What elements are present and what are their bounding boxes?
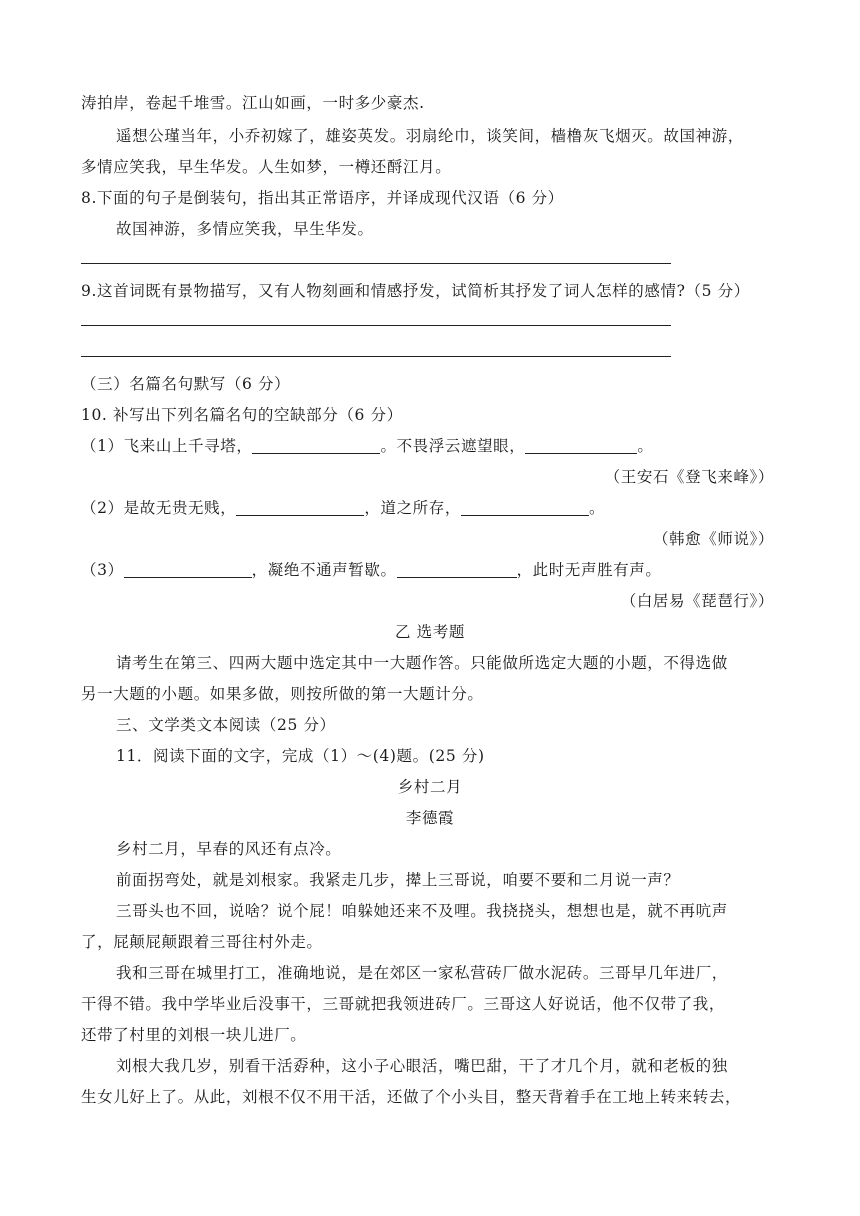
item-1-text-c: 。 [637,437,654,455]
question-9-prompt: 9.这首词既有景物描写，又有人物刻画和情感抒发，试简析其抒发了词人怎样的感情?（5 分） [81,282,750,300]
fill-blank-1a[interactable] [252,452,380,454]
item-3-text-b: ，凝绝不通声暂歇。 [251,561,397,579]
answer-line-9b[interactable] [81,356,671,357]
question-10-prompt: 10. 补写出下列名篇名句的空缺部分（6 分） [81,406,403,424]
question-10-item-3 [81,558,661,580]
question-8-prompt: 8.下面的句子是倒装句，指出其正常语序，并译成现代汉语（6 分） [81,189,564,207]
story-paragraph-3-line-1: 三哥头也不回，说啥？说个屁！咱躲她还来不及哩。我挠挠头，想想也是，就不再吭声 [116,902,728,920]
answer-line-8[interactable] [81,263,671,264]
story-paragraph-4-line-2: 干得不错。我中学毕业后没事干，三哥就把我领进砖厂。三哥这人好说话，他不仅带了我， [81,995,726,1013]
item-2-text-c: 。 [588,499,606,517]
story-paragraph-5-line-1: 刘根大我几岁，别看干活孬种，这小子心眼活，嘴巴甜，干了才几个月，就和老板的独 [116,1057,728,1075]
poem-line-2: 遥想公瑾当年，小乔初嫁了，雄姿英发。羽扇纶巾，谈笑间，樯橹灰飞烟灭。故国神游， [116,127,744,145]
part-yi-title: 乙 选考题 [395,623,465,641]
poem-line-1: 涛拍岸，卷起千堆雪。江山如画，一时多少豪杰. [81,94,425,112]
story-paragraph-4-line-1: 我和三哥在城里打工，准确地说，是在郊区一家私营砖厂做水泥砖。三哥早几年进厂， [116,964,728,982]
item-3-text-c: ，此时无声胜有声。 [516,561,662,579]
instructions-line-1: 请考生在第三、四两大题中选定其中一大题作答。只能做所选定大题的小题，不得选做 [116,654,728,672]
story-title: 乡村二月 [397,778,463,796]
item-1-text-b: 。不畏浮云遮望眼， [380,437,526,455]
fill-blank-3b[interactable] [397,576,517,578]
question-8-sentence: 故国神游，多情应笑我，早生华发。 [116,220,374,238]
fill-blank-2a[interactable] [236,514,364,516]
fill-blank-3a[interactable] [124,576,252,578]
fill-blank-2b[interactable] [461,514,589,516]
answer-line-9a[interactable] [81,325,671,326]
story-paragraph-4-line-3: 还带了村里的刘根一块儿进厂。 [81,1026,307,1044]
item-1-text-a: （1）飞来山上千寻塔， [81,437,253,455]
question-10-item-1 [81,434,653,456]
source-3: （白居易《琵琶行》） [620,592,774,610]
item-3-text-a: （3） [81,561,124,579]
story-paragraph-1: 乡村二月，早春的风还有点冷。 [116,840,342,858]
story-author: 李德霞 [405,809,455,827]
item-2-text-a: （2）是故无贵无贱， [81,499,237,517]
section-3-title: （三）名篇名句默写（6 分） [81,375,291,393]
question-10-item-2 [81,496,605,518]
fill-blank-1b[interactable] [525,452,637,454]
story-paragraph-2: 前面拐弯处，就是刘根家。我紧走几步，撵上三哥说，咱要不要和二月说一声？ [116,871,680,889]
poem-line-3: 多情应笑我，早生华发。人生如梦，一樽还酹江月。 [81,158,452,176]
story-paragraph-5-line-2: 生女儿好上了。从此，刘根不仅不用干活，还做了个小头目，整天背着手在工地上转来转去， [81,1088,742,1106]
section-3-literary-title: 三、文学类文本阅读（25 分） [116,716,336,734]
source-2: （韩愈《师说》） [652,530,774,548]
item-2-text-b: ，道之所存， [364,499,461,517]
instructions-line-2: 另一大题的小题。如果多做，则按所做的第一大题计分。 [81,685,484,703]
story-paragraph-3-line-2: 了，屁颠屁颠跟着三哥往村外走。 [81,933,323,951]
source-1: （王安石《登飞来峰》） [604,468,774,486]
question-11-prompt: 11．阅读下面的文字，完成（1）～(4)题。(25 分) [116,747,485,765]
